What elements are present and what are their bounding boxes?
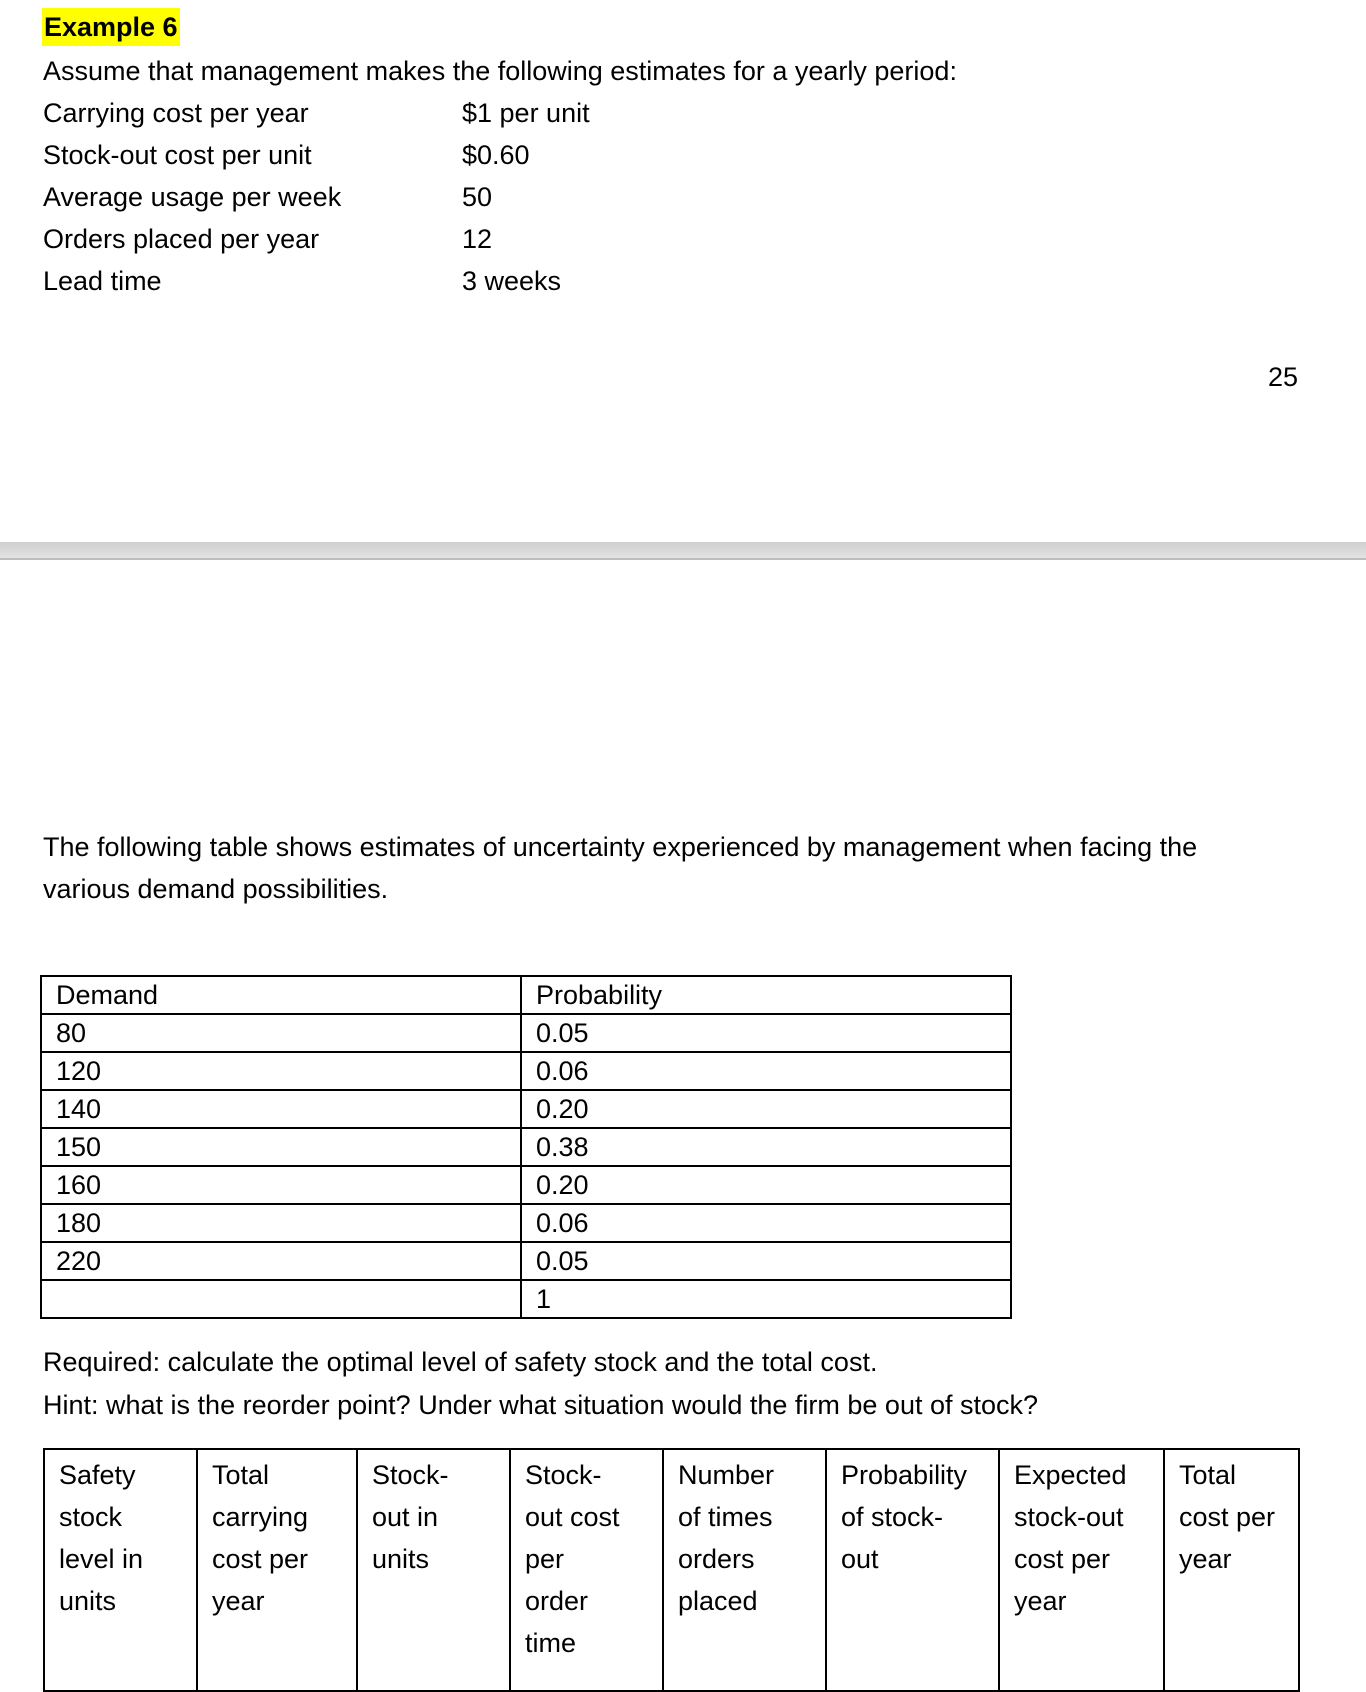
header-safety-stock: Safety stock level in units xyxy=(44,1449,197,1691)
estimate-label: Carrying cost per year xyxy=(43,98,309,128)
example-heading: Example 6 xyxy=(42,8,180,46)
required-text: Required: calculate the optimal level of safety stock and the total cost. xyxy=(43,1347,878,1377)
table-header-row xyxy=(44,1449,1299,1691)
probability-cell: 0.05 xyxy=(521,1242,1011,1280)
demand-probability-table xyxy=(40,975,1012,1319)
header-total-cost: Total cost per year xyxy=(1164,1449,1299,1691)
safety-stock-cost-table xyxy=(43,1448,1300,1692)
intro-text: Assume that management makes the following estimates for a yearly period: xyxy=(43,56,957,86)
probability-cell: 0.06 xyxy=(521,1204,1011,1242)
header-probability: Probability xyxy=(521,976,1011,1014)
probability-cell: 0.06 xyxy=(521,1052,1011,1090)
probability-cell: 0.38 xyxy=(521,1128,1011,1166)
table-intro-paragraph: The following table shows estimates of uncertainty experienced by management when facing the various demand possibilities. xyxy=(43,832,1198,904)
header-demand: Demand xyxy=(41,976,521,1014)
table-row xyxy=(41,1204,1011,1242)
estimate-value: 50 xyxy=(462,182,493,212)
page-separator xyxy=(0,542,1366,560)
hint-text: Hint: what is the reorder point? Under what situation would the firm be out of stock? xyxy=(43,1390,1039,1420)
estimate-label: Average usage per week xyxy=(43,182,342,212)
estimate-label: Stock-out cost per unit xyxy=(43,140,312,170)
estimate-value: $0.60 xyxy=(462,140,530,170)
demand-cell xyxy=(41,1280,521,1318)
demand-cell: 160 xyxy=(41,1166,521,1204)
demand-cell: 120 xyxy=(41,1052,521,1090)
estimate-label: Orders placed per year xyxy=(43,224,320,254)
table-total-row xyxy=(41,1280,1011,1318)
demand-cell: 80 xyxy=(41,1014,521,1052)
page-number: 25 xyxy=(1267,362,1298,392)
header-expected-cost: Expected stock-out cost per year xyxy=(999,1449,1164,1691)
probability-cell: 0.05 xyxy=(521,1014,1011,1052)
table-row xyxy=(41,1166,1011,1204)
table-row xyxy=(41,1242,1011,1280)
probability-cell: 0.20 xyxy=(521,1166,1011,1204)
table-row xyxy=(41,1052,1011,1090)
demand-cell: 220 xyxy=(41,1242,521,1280)
probability-total-cell: 1 xyxy=(521,1280,1011,1318)
table-row xyxy=(41,1128,1011,1166)
header-stockout-probability: Probability of stock- out xyxy=(826,1449,999,1691)
estimate-label: Lead time xyxy=(43,266,162,296)
header-orders-placed: Number of times orders placed xyxy=(663,1449,826,1691)
table-row xyxy=(41,1014,1011,1052)
estimate-value: 3 weeks xyxy=(462,266,562,296)
table-header-row xyxy=(41,976,1011,1014)
probability-cell: 0.20 xyxy=(521,1090,1011,1128)
estimate-value: 12 xyxy=(462,224,493,254)
demand-cell: 140 xyxy=(41,1090,521,1128)
estimate-value: $1 per unit xyxy=(462,98,590,128)
header-carrying-cost: Total carrying cost per year xyxy=(197,1449,357,1691)
demand-cell: 180 xyxy=(41,1204,521,1242)
table-row xyxy=(41,1090,1011,1128)
demand-cell: 150 xyxy=(41,1128,521,1166)
header-stockout-units: Stock- out in units xyxy=(357,1449,510,1691)
header-stockout-cost: Stock- out cost per order time xyxy=(510,1449,663,1691)
